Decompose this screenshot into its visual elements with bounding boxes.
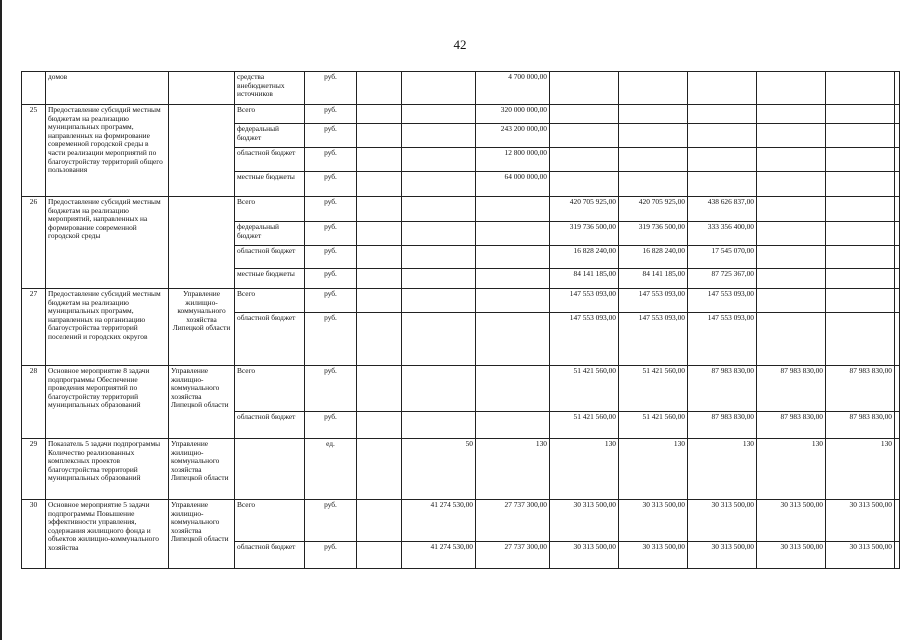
value-cell [619,148,688,172]
value-cell: 319 736 500,00 [550,222,619,246]
value-cell: 16 828 240,00 [619,246,688,269]
unit-cell: руб. [305,289,357,313]
unit-cell: руб. [305,500,357,542]
value-cell [619,172,688,197]
value-cell [402,148,476,172]
executor-cell [169,72,235,105]
value-cell [826,124,895,148]
funding-source-cell: областной бюджет [235,246,305,269]
value-cell [895,313,900,366]
value-cell [357,222,402,246]
value-cell [357,148,402,172]
value-cell [357,289,402,313]
row-number-cell: 29 [22,439,46,500]
value-cell [895,197,900,222]
value-cell [550,172,619,197]
value-cell: 420 705 925,00 [550,197,619,222]
table-row [22,289,900,313]
value-cell [826,172,895,197]
value-cell [895,172,900,197]
value-cell [757,222,826,246]
table-row [22,500,900,542]
value-cell: 130 [826,439,895,500]
value-cell [826,246,895,269]
value-cell: 30 313 500,00 [550,542,619,569]
value-cell [757,289,826,313]
funding-source-cell: Всего [235,366,305,412]
value-cell: 51 421 560,00 [619,366,688,412]
value-cell [402,313,476,366]
table-row [22,72,900,105]
value-cell: 87 983 830,00 [688,366,757,412]
value-cell [402,269,476,289]
value-cell [757,124,826,148]
value-cell: 87 983 830,00 [826,412,895,439]
unit-cell: руб. [305,412,357,439]
funding-source-cell: местные бюджеты [235,269,305,289]
unit-cell: руб. [305,172,357,197]
value-cell [895,269,900,289]
page-number: 42 [453,37,467,52]
table-row [22,105,900,124]
value-cell: 30 313 500,00 [688,542,757,569]
unit-cell: руб. [305,246,357,269]
value-cell [826,222,895,246]
funding-source-cell: Всего [235,197,305,222]
value-cell [688,124,757,148]
value-cell: 64 000 000,00 [476,172,550,197]
executor-cell [169,197,235,289]
value-cell [476,412,550,439]
value-cell: 30 313 500,00 [688,500,757,542]
funding-source-cell: областной бюджет [235,412,305,439]
row-number-cell: 25 [22,105,46,197]
value-cell: 87 983 830,00 [757,412,826,439]
value-cell [757,172,826,197]
value-cell: 30 313 500,00 [619,542,688,569]
value-cell: 27 737 300,00 [476,500,550,542]
funding-source-cell: средства внебюджетных источников [235,72,305,105]
unit-cell: руб. [305,366,357,412]
value-cell [757,197,826,222]
value-cell [476,222,550,246]
row-number-cell: 26 [22,197,46,289]
unit-cell: руб. [305,105,357,124]
value-cell: 147 553 093,00 [619,289,688,313]
measure-name-cell: Основное мероприятие 8 задачи подпрограммы Обеспечение проведения мероприятий по благоустройству территорий муниципальных образований [46,366,169,439]
value-cell: 84 141 185,00 [619,269,688,289]
unit-cell: руб. [305,269,357,289]
value-cell [476,269,550,289]
funding-source-cell: областной бюджет [235,148,305,172]
value-cell [476,366,550,412]
value-cell [826,197,895,222]
value-cell: 41 274 530,00 [402,542,476,569]
value-cell [402,222,476,246]
value-cell: 87 983 830,00 [826,366,895,412]
value-cell [688,105,757,124]
value-cell: 12 800 000,00 [476,148,550,172]
value-cell [357,197,402,222]
unit-cell: руб. [305,72,357,105]
value-cell [402,366,476,412]
value-cell: 41 274 530,00 [402,500,476,542]
value-cell [550,105,619,124]
value-cell [402,412,476,439]
value-cell [402,172,476,197]
program-table [21,71,900,569]
value-cell [895,72,900,105]
value-cell [357,366,402,412]
value-cell [476,197,550,222]
value-cell [357,246,402,269]
value-cell [826,72,895,105]
value-cell [476,289,550,313]
value-cell [550,72,619,105]
funding-source-cell: Всего [235,500,305,542]
value-cell: 130 [688,439,757,500]
row-number-cell [22,72,46,105]
measure-name-cell: Показатель 5 задачи подпрограммы Количество реализованных комплексных проектов благоустройства территорий муниципальных образований [46,439,169,500]
value-cell: 147 553 093,00 [550,289,619,313]
value-cell: 17 545 070,00 [688,246,757,269]
value-cell: 30 313 500,00 [619,500,688,542]
unit-cell: руб. [305,124,357,148]
measure-name-cell: Основное мероприятие 5 задачи подпрограммы Повышение эффективности управления, содержания жилищного фонда и объектов жилищно-коммунального хозяйства [46,500,169,569]
executor-cell: Управление жилищно-коммунального хозяйства Липецкой области [169,500,235,569]
value-cell [550,124,619,148]
value-cell [550,148,619,172]
value-cell [826,269,895,289]
value-cell [476,246,550,269]
value-cell [895,439,900,500]
executor-cell: Управление жилищно-коммунального хозяйства Липецкой области [169,366,235,439]
value-cell [895,366,900,412]
value-cell [402,246,476,269]
value-cell [826,289,895,313]
unit-cell: руб. [305,148,357,172]
value-cell [357,439,402,500]
value-cell [895,542,900,569]
funding-source-cell: областной бюджет [235,313,305,366]
value-cell [826,313,895,366]
value-cell [757,72,826,105]
unit-cell: руб. [305,542,357,569]
value-cell: 147 553 093,00 [550,313,619,366]
value-cell: 30 313 500,00 [550,500,619,542]
unit-cell: руб. [305,313,357,366]
value-cell [895,105,900,124]
table-row [22,366,900,412]
value-cell: 51 421 560,00 [619,412,688,439]
measure-name-cell: Предоставление субсидий местным бюджетам на реализацию муниципальных программ, направленных на организацию благоустройства территорий поселений и городских округов [46,289,169,366]
value-cell [895,289,900,313]
value-cell [402,72,476,105]
funding-source-cell: Всего [235,289,305,313]
value-cell [826,105,895,124]
value-cell [619,105,688,124]
value-cell [895,222,900,246]
value-cell: 87 725 367,00 [688,269,757,289]
value-cell [688,72,757,105]
row-number-cell: 27 [22,289,46,366]
value-cell [476,313,550,366]
value-cell: 84 141 185,00 [550,269,619,289]
measure-name-cell: Предоставление субсидий местным бюджетам на реализацию мероприятий, направленных на формирование современной городской среды [46,197,169,289]
value-cell [757,105,826,124]
value-cell [402,105,476,124]
measure-name-cell: домов [46,72,169,105]
value-cell [357,313,402,366]
measure-name-cell: Предоставление субсидий местным бюджетам на реализацию муниципальных программ, направленных на формирование современной городской среды в части реализации мероприятий по благоустройству территорий общего пользования [46,105,169,197]
value-cell [895,500,900,542]
table-row [22,439,900,500]
value-cell [895,124,900,148]
executor-cell [169,105,235,197]
value-cell [757,269,826,289]
value-cell: 130 [476,439,550,500]
value-cell: 51 421 560,00 [550,366,619,412]
value-cell [619,72,688,105]
value-cell [402,289,476,313]
value-cell: 30 313 500,00 [826,542,895,569]
funding-source-cell [235,439,305,500]
value-cell: 30 313 500,00 [826,500,895,542]
unit-cell: руб. [305,222,357,246]
value-cell [895,148,900,172]
value-cell: 438 626 837,00 [688,197,757,222]
value-cell: 320 000 000,00 [476,105,550,124]
funding-source-cell: федеральный бюджет [235,222,305,246]
value-cell [402,124,476,148]
value-cell [826,148,895,172]
value-cell [688,148,757,172]
value-cell: 87 983 830,00 [757,366,826,412]
value-cell: 130 [757,439,826,500]
funding-source-cell: местные бюджеты [235,172,305,197]
value-cell [357,72,402,105]
table-row [22,197,900,222]
row-number-cell: 30 [22,500,46,569]
value-cell: 147 553 093,00 [619,313,688,366]
value-cell [688,172,757,197]
value-cell [619,124,688,148]
value-cell [357,105,402,124]
unit-cell: руб. [305,197,357,222]
value-cell [357,542,402,569]
value-cell [757,313,826,366]
value-cell: 27 737 300,00 [476,542,550,569]
funding-source-cell: Всего [235,105,305,124]
value-cell: 319 736 500,00 [619,222,688,246]
value-cell: 16 828 240,00 [550,246,619,269]
value-cell: 130 [550,439,619,500]
executor-cell: Управление жилищно-коммунального хозяйства Липецкой области [169,289,235,366]
value-cell [357,124,402,148]
value-cell [357,500,402,542]
value-cell [357,172,402,197]
row-number-cell: 28 [22,366,46,439]
value-cell [895,246,900,269]
value-cell: 30 313 500,00 [757,542,826,569]
value-cell [357,269,402,289]
value-cell: 87 983 830,00 [688,412,757,439]
value-cell [402,197,476,222]
funding-source-cell: федеральный бюджет [235,124,305,148]
value-cell: 130 [619,439,688,500]
value-cell: 243 200 000,00 [476,124,550,148]
value-cell [757,148,826,172]
value-cell: 147 553 093,00 [688,313,757,366]
value-cell [895,412,900,439]
value-cell: 51 421 560,00 [550,412,619,439]
value-cell [357,412,402,439]
value-cell: 420 705 925,00 [619,197,688,222]
funding-source-cell: областной бюджет [235,542,305,569]
unit-cell: ед. [305,439,357,500]
value-cell: 4 700 000,00 [476,72,550,105]
executor-cell: Управление жилищно-коммунального хозяйства Липецкой области [169,439,235,500]
value-cell [757,246,826,269]
value-cell: 147 553 093,00 [688,289,757,313]
value-cell: 30 313 500,00 [757,500,826,542]
page-edge-line [0,0,2,640]
value-cell: 50 [402,439,476,500]
value-cell: 333 356 400,00 [688,222,757,246]
